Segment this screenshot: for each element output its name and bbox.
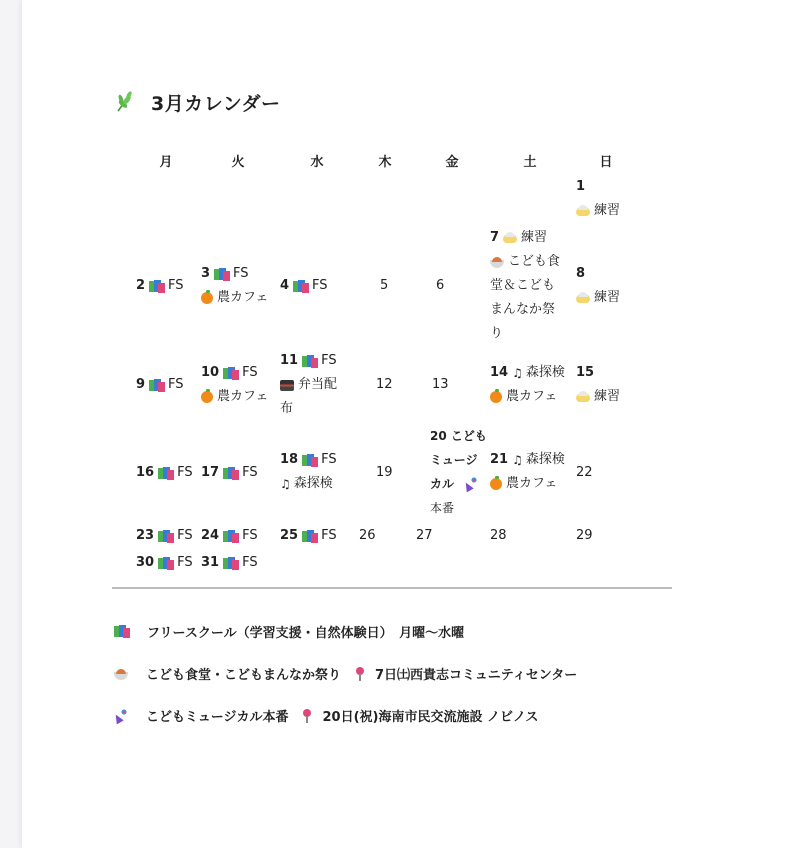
event-label: 森探検 xyxy=(293,476,333,491)
book-icon xyxy=(149,379,165,392)
day-cell-2 xyxy=(136,274,184,298)
day-number: 17 xyxy=(201,465,220,480)
event-label: FS xyxy=(321,452,337,467)
day-number: 23 xyxy=(136,528,155,543)
day-cell-1 xyxy=(576,175,620,223)
weekday-mon: 月 xyxy=(159,155,173,170)
music-note-icon: ♫ xyxy=(512,453,523,467)
weekday-wed: 水 xyxy=(310,155,324,170)
event-label: FS xyxy=(177,465,193,480)
book-icon xyxy=(293,280,309,293)
orange-icon xyxy=(201,292,213,304)
day-number: 24 xyxy=(201,528,220,543)
event-label: FS xyxy=(312,278,328,293)
day-cell-22 xyxy=(576,461,597,485)
event-label: 森探検 xyxy=(525,365,565,380)
weekday-sun: 日 xyxy=(599,155,613,170)
music-note-icon: ♫ xyxy=(280,477,291,491)
event-label: 20 こども xyxy=(430,429,487,443)
day-number: 7 xyxy=(490,230,500,245)
event-label: 農カフェ xyxy=(506,389,558,404)
event-label: FS xyxy=(242,528,258,543)
event-label: FS xyxy=(242,555,258,570)
chick-icon xyxy=(503,232,517,244)
book-icon xyxy=(302,454,318,467)
day-cell-3 xyxy=(201,262,268,310)
day-cell-16 xyxy=(136,461,193,485)
day-cell-26 xyxy=(359,524,380,548)
day-number: 15 xyxy=(576,365,595,380)
chick-icon xyxy=(576,292,590,304)
day-cell-4 xyxy=(280,274,328,298)
day-cell-18 xyxy=(280,448,337,496)
event-label: 農カフェ xyxy=(217,389,269,404)
day-cell-9 xyxy=(136,373,184,397)
legend-shokudo xyxy=(114,664,577,683)
day-number: 26 xyxy=(359,528,376,543)
event-label: FS xyxy=(233,266,249,281)
day-cell-27 xyxy=(416,524,437,548)
orange-icon xyxy=(490,391,502,403)
day-number: 6 xyxy=(436,278,445,293)
party-popper-icon xyxy=(464,477,478,491)
bowl-icon xyxy=(114,668,128,680)
chick-icon xyxy=(576,205,590,217)
book-icon xyxy=(302,355,318,368)
event-label: まんなか祭 xyxy=(490,302,556,317)
book-icon xyxy=(223,367,239,380)
day-number: 4 xyxy=(280,278,290,293)
book-icon xyxy=(149,280,165,293)
legend-musical xyxy=(114,706,538,725)
book-icon xyxy=(158,467,174,480)
event-label: 練習 xyxy=(594,203,621,218)
book-icon xyxy=(214,268,230,281)
event-label: FS xyxy=(168,278,184,293)
event-label: FS xyxy=(242,465,258,480)
event-label: 農カフェ xyxy=(506,476,558,491)
event-label: FS xyxy=(242,365,258,380)
event-label: FS xyxy=(177,528,193,543)
day-cell-15 xyxy=(576,361,620,409)
day-cell-5 xyxy=(380,274,392,298)
legend-place: 20日(祝)海南市民交流施設 ノビノス xyxy=(322,710,539,725)
book-icon xyxy=(114,625,130,638)
day-number: 1 xyxy=(576,179,586,194)
book-icon xyxy=(158,530,174,543)
day-cell-28 xyxy=(490,524,511,548)
day-cell-25 xyxy=(280,524,337,548)
legend-label: こども食堂・こどもまんなか祭り xyxy=(146,668,342,683)
weekday-tue: 火 xyxy=(231,155,245,170)
event-label: FS xyxy=(177,555,193,570)
book-icon xyxy=(223,530,239,543)
event-label: 森探検 xyxy=(525,452,565,467)
event-label: こども食 xyxy=(508,254,561,269)
weekday-fri: 金 xyxy=(445,155,459,170)
bento-icon xyxy=(280,380,294,391)
leaf-icon xyxy=(115,91,135,113)
book-icon xyxy=(302,530,318,543)
event-label: 堂＆こども xyxy=(490,278,556,293)
day-cell-29 xyxy=(576,524,597,548)
day-cell-23 xyxy=(136,524,193,548)
legend-label: フリースクール（学習支援・自然体験日） 月曜～水曜 xyxy=(147,626,465,641)
orange-icon xyxy=(490,478,502,490)
day-cell-12 xyxy=(376,373,397,397)
day-number: 8 xyxy=(576,266,586,281)
legend-place: 7日㈯西貴志コミュニティセンター xyxy=(375,668,578,683)
day-number: 9 xyxy=(136,377,146,392)
pin-icon xyxy=(355,667,365,681)
book-icon xyxy=(223,467,239,480)
music-note-icon: ♫ xyxy=(512,366,523,380)
day-cell-8 xyxy=(576,262,620,310)
event-label: 練習 xyxy=(521,230,548,245)
day-cell-13 xyxy=(432,373,453,397)
chick-icon xyxy=(576,391,590,403)
day-number: 29 xyxy=(576,528,593,543)
event-label: 練習 xyxy=(594,290,621,305)
day-number: 14 xyxy=(490,365,509,380)
day-cell-17 xyxy=(201,461,258,485)
orange-icon xyxy=(201,391,213,403)
day-number: 27 xyxy=(416,528,433,543)
day-cell-19 xyxy=(376,461,397,485)
event-label: 弁当配 xyxy=(298,377,338,392)
day-number: 21 xyxy=(490,452,509,467)
day-number: 13 xyxy=(432,377,449,392)
day-number: 30 xyxy=(136,555,155,570)
event-label: カル xyxy=(430,477,455,491)
weekday-thu: 木 xyxy=(378,155,392,170)
party-popper-icon xyxy=(114,709,128,723)
day-cell-30 xyxy=(136,551,193,575)
event-label: FS xyxy=(168,377,184,392)
legend-free-school xyxy=(114,622,464,641)
day-number: 5 xyxy=(380,278,389,293)
day-number: 2 xyxy=(136,278,146,293)
day-number: 11 xyxy=(280,353,299,368)
event-label: 農カフェ xyxy=(217,290,269,305)
day-number: 31 xyxy=(201,555,220,570)
divider xyxy=(112,587,672,589)
day-cell-31 xyxy=(201,551,258,575)
day-cell-20 xyxy=(430,424,487,520)
weekday-sat: 土 xyxy=(523,155,537,170)
legend-label: こどもミュージカル本番 xyxy=(146,710,289,725)
day-number: 22 xyxy=(576,465,593,480)
event-label: 練習 xyxy=(594,389,621,404)
day-number: 16 xyxy=(136,465,155,480)
event-label: ミュージ xyxy=(430,453,478,467)
calendar-title-row xyxy=(115,88,281,116)
day-number: 25 xyxy=(280,528,299,543)
page-title: 3月カレンダー xyxy=(151,92,281,115)
pin-icon xyxy=(302,709,312,723)
day-cell-7 xyxy=(490,226,560,346)
day-number: 10 xyxy=(201,365,220,380)
book-icon xyxy=(223,557,239,570)
event-label: FS xyxy=(321,528,337,543)
event-label: 本番 xyxy=(430,501,455,515)
day-number: 3 xyxy=(201,266,211,281)
event-label: り xyxy=(490,326,504,341)
day-cell-24 xyxy=(201,524,258,548)
day-number: 28 xyxy=(490,528,507,543)
day-cell-21 xyxy=(490,448,565,496)
event-label: 布 xyxy=(280,401,294,416)
day-cell-10 xyxy=(201,361,268,409)
day-number: 12 xyxy=(376,377,393,392)
day-cell-11 xyxy=(280,349,337,421)
day-number: 19 xyxy=(376,465,393,480)
event-label: FS xyxy=(321,353,337,368)
day-cell-6 xyxy=(436,274,448,298)
day-number: 18 xyxy=(280,452,299,467)
bowl-icon xyxy=(490,256,504,268)
book-icon xyxy=(158,557,174,570)
day-cell-14 xyxy=(490,361,565,409)
